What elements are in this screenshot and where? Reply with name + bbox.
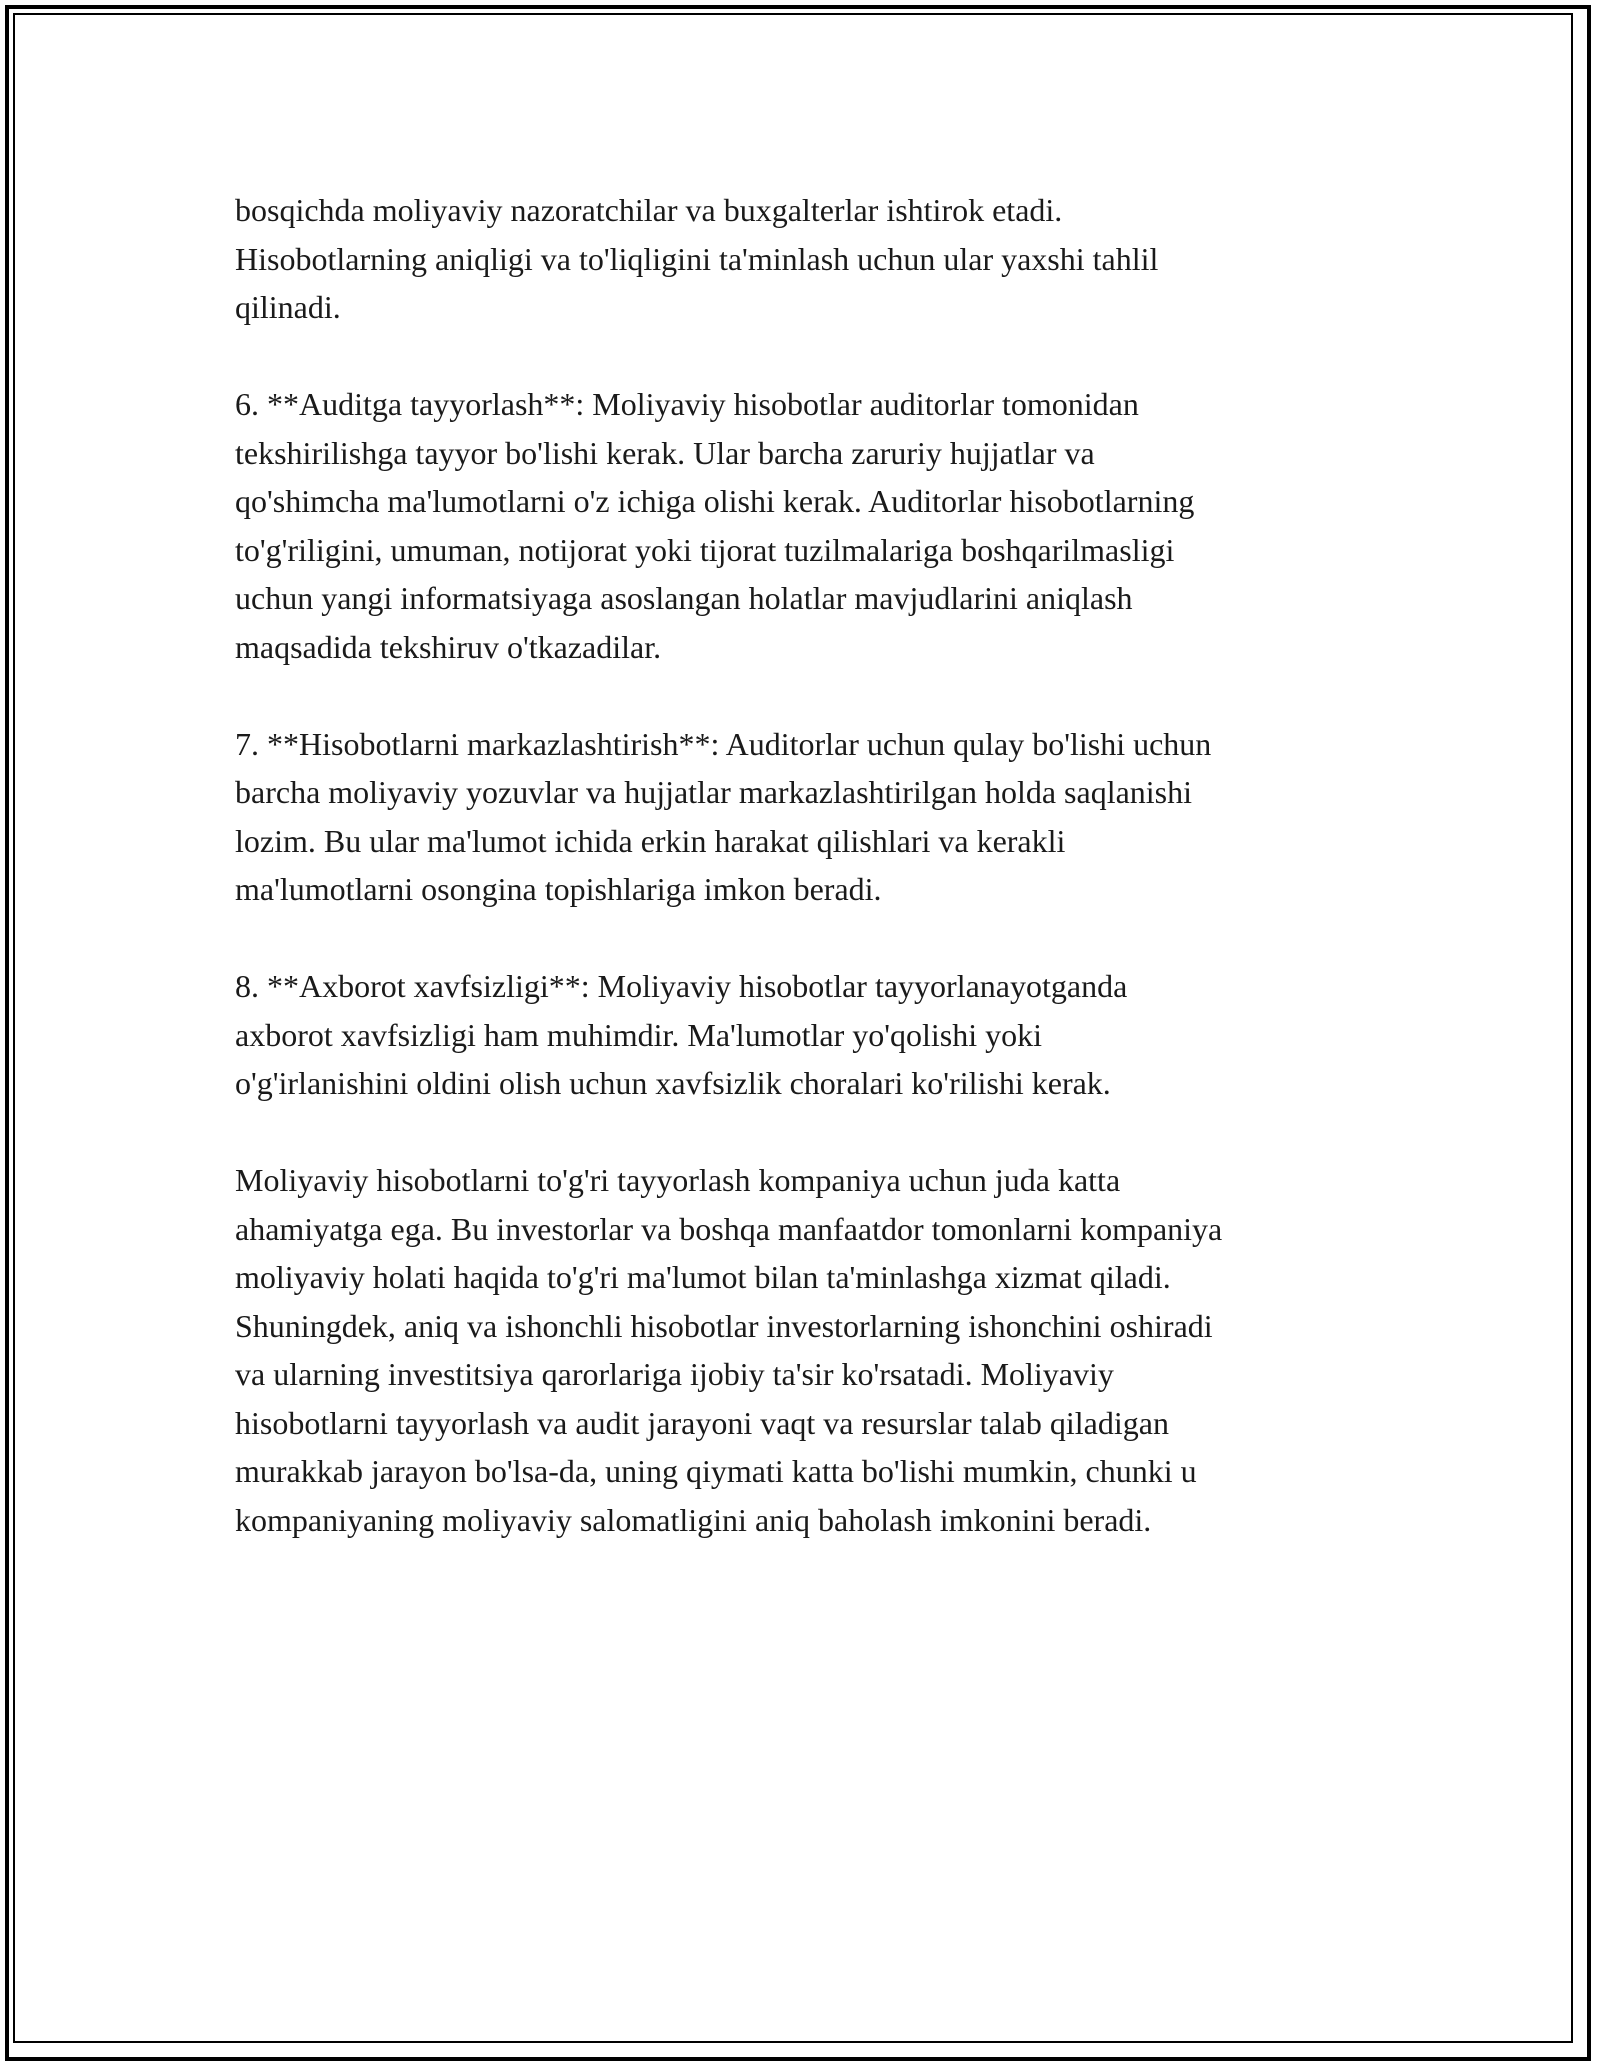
paragraph-continuation: bosqichda moliyaviy nazoratchilar va buxgalterlar ishtirok etadi. Hisobotlarning aniqligi va to'liqligini ta'minlash uchun ular yaxshi tahlil qilinadi. xyxy=(235,192,1159,325)
paragraph-item-6-audit-preparation: 6. **Auditga tayyorlash**: Moliyaviy hisobotlar auditorlar tomonidan tekshirilishga tayyor bo'lishi kerak. Ular barcha zaruriy hujjatlar va qo'shimcha ma'lumotlarni o'z ichiga olishi kerak. Auditorlar hisobotlarning to'g'riligini, umuman, notijorat yoki tijorat tuzilmalariga boshqarilmasligi uchun yangi informatsiyaga asoslangan holatlar mavjudlarini aniqlash maqsadida tekshiruv o'tkazadilar. xyxy=(235,386,1195,665)
paragraph-conclusion: Moliyaviy hisobotlarni to'g'ri tayyorlash kompaniya uchun juda katta ahamiyatga ega. Bu investorlar va boshqa manfaatdor tomonlarni kompaniya moliyaviy holati haqida to'g'ri ma'lumot bilan ta'minlashga xizmat qiladi. Shuningdek, aniq va ishonchli hisobotlar investorlarning ishonchini oshiradi va ularning investitsiya qarorlariga ijobiy ta'sir ko'rsatadi. Moliyaviy hisobotlarni tayyorlash va audit jarayoni vaqt va resurslar talab qiladigan murakkab jarayon bo'lsa-da, uning qiymati katta bo'lishi mumkin, chunki u kompaniyaning moliyaviy salomatligini aniq baholash imkonini beradi. xyxy=(235,1162,1223,1538)
paragraph-item-7-centralization: 7. **Hisobotlarni markazlashtirish**: Auditorlar uchun qulay bo'lishi uchun barcha moliyaviy yozuvlar va hujjatlar markazlashtirilgan holda saqlanishi lozim. Bu ular ma'lumot ichida erkin harakat qilishlari va kerakli ma'lumotlarni osongina topishlariga imkon beradi. xyxy=(235,725,1212,907)
paragraph-item-8-information-security: 8. **Axborot xavfsizligi**: Moliyaviy hisobotlar tayyorlanayotganda axborot xavfsizligi ham muhimdir. Ma'lumotlar yo'qolishi yoki o'g'irlanishini oldini olish uchun xavfsizlik choralari ko'rilishi kerak. xyxy=(235,968,1128,1101)
document-body xyxy=(235,186,1395,1593)
